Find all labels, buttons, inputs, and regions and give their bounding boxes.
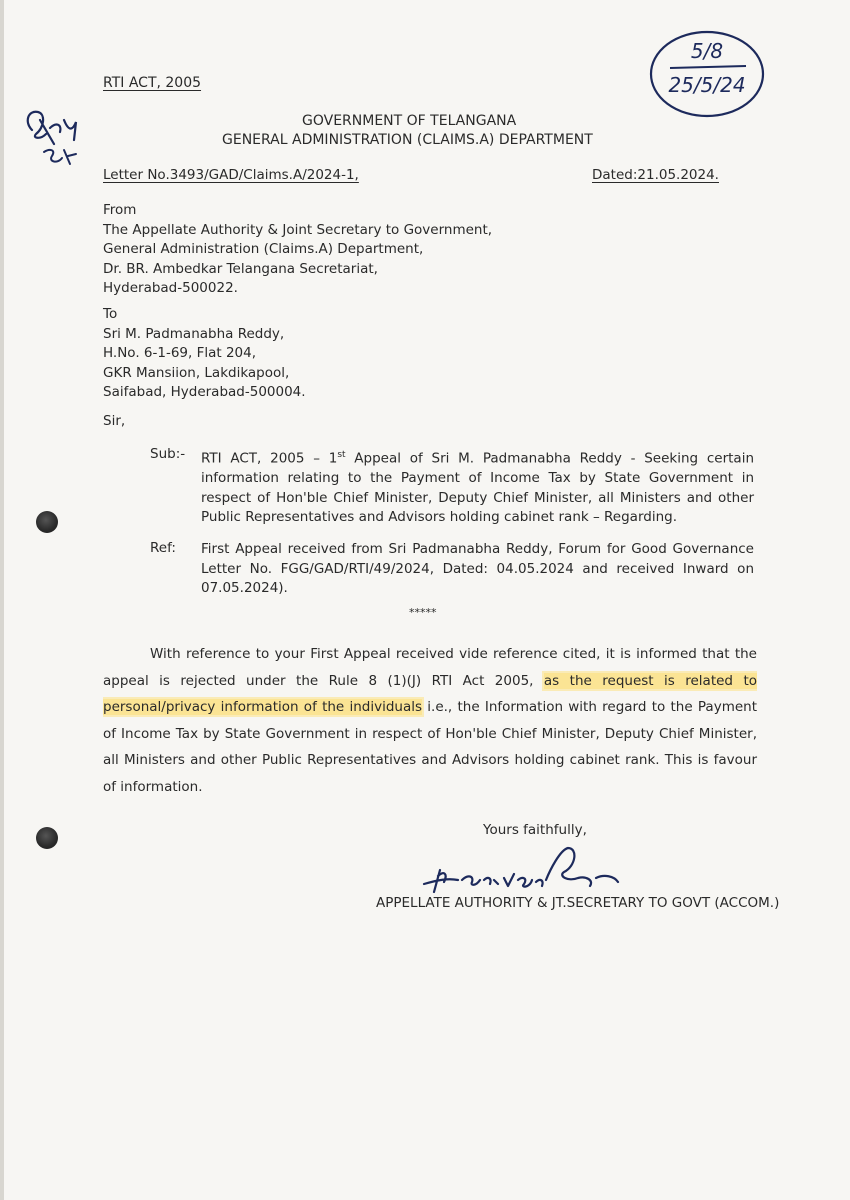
punch-hole-top: [36, 511, 58, 533]
subject-text: RTI ACT, 2005 – 1st Appeal of Sri M. Padmanabha Reddy - Seeking certain information relating to the Payment of Income Tax by State Government in respect of Hon'ble Chief Minister, Deputy Chief Minister, all Ministers and other Public Representatives and Advisors holding cabinet rank – Regarding.: [201, 450, 754, 525]
salutation: Sir,: [103, 413, 126, 429]
inward-date-stamp: [648, 28, 766, 120]
from-line-1: The Appellate Authority & Joint Secretary to Government,: [103, 221, 493, 238]
reference-label: Ref:: [150, 540, 176, 556]
from-line-2: General Administration (Claims.A) Department,: [103, 241, 424, 257]
act-heading: RTI ACT, 2005: [103, 75, 202, 91]
signature: [418, 840, 658, 902]
stamp-number: 5/8: [690, 39, 724, 63]
closing: Yours faithfully,: [483, 822, 587, 838]
from-block: [103, 201, 492, 299]
subject-label: Sub:-: [150, 446, 186, 462]
stamp-date: 25/5/24: [668, 73, 746, 97]
letter-number: Letter No.3493/GAD/Claims.A/2024-1,: [103, 167, 359, 183]
letter-date: Dated:21.05.2024.: [592, 167, 719, 183]
body-paragraph: With reference to your First Appeal received vide reference cited, it is informed that the appeal is rejected under the Rule 8 (1)(J) RTI Act 2005, as the request is related to personal/privacy information of the individuals i.e., the Information with regard to the Payment of Income Tax by State Government in respect of Hon'ble Chief Minister, Deputy Chief Minister, all Ministers and other Public Representatives and Advisors holding cabinet rank. This is favour of information.: [103, 646, 758, 795]
to-line-2: H.No. 6-1-69, Flat 204,: [103, 345, 257, 361]
separator: *****: [409, 606, 437, 619]
from-line-3: Dr. BR. Ambedkar Telangana Secretariat,: [103, 260, 378, 277]
to-line-4: Saifabad, Hyderabad-500004.: [103, 384, 306, 400]
dept-heading: GENERAL ADMINISTRATION (CLAIMS.A) DEPARTMENT: [222, 132, 593, 148]
signatory-designation: APPELLATE AUTHORITY & JT.SECRETARY TO GOVT (ACCOM.): [376, 895, 780, 911]
to-line-3: GKR Mansiion, Lakdikapool,: [103, 364, 290, 381]
highlighted-text: as the request is related to personal/privacy information of the individuals: [103, 672, 757, 715]
page-edge: [0, 0, 4, 1200]
handwritten-initials: [10, 100, 92, 180]
from-label: From: [103, 202, 137, 218]
to-block: [103, 305, 306, 403]
to-line-1: Sri M. Padmanabha Reddy,: [103, 325, 285, 342]
to-label: To: [103, 306, 118, 322]
reference-text: First Appeal received from Sri Padmanabha Reddy, Forum for Good Governance Letter No. FGG/GAD/RTI/49/2024, Dated: 04.05.2024 and received Inward on 07.05.2024).: [201, 541, 754, 596]
govt-heading: GOVERNMENT OF TELANGANA: [302, 113, 517, 129]
punch-hole-bottom: [36, 827, 58, 849]
from-line-4: Hyderabad-500022.: [103, 280, 238, 296]
